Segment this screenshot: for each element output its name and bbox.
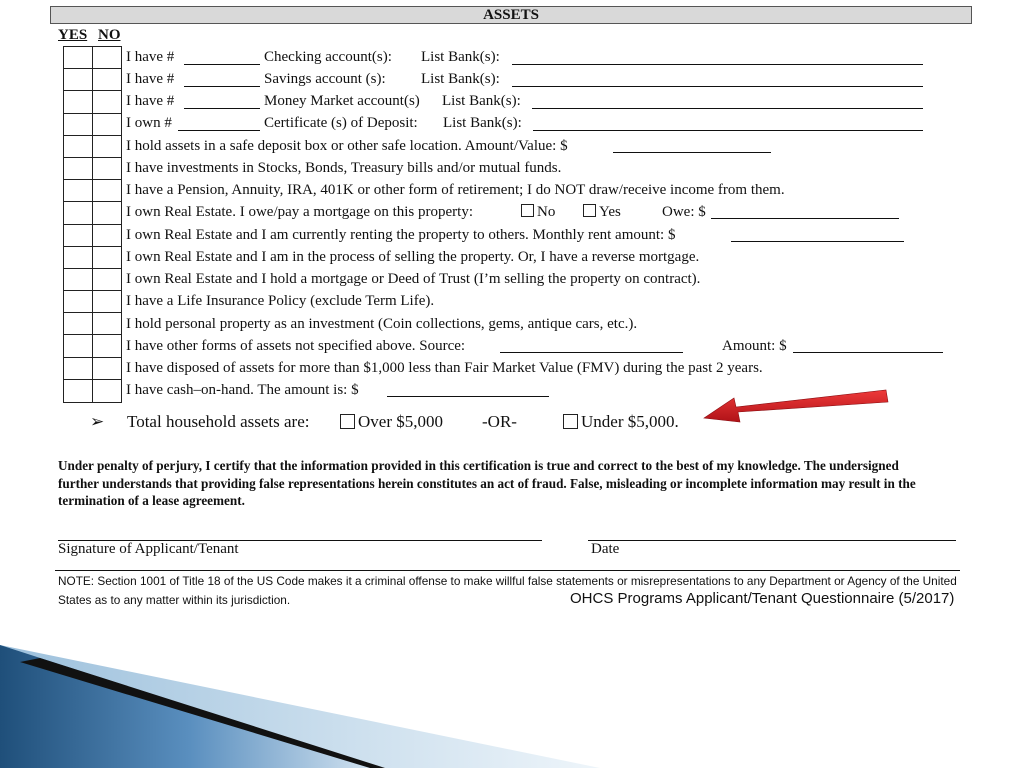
yes-checkbox[interactable] — [64, 269, 93, 290]
under-5000-label: Under $5,000. — [581, 412, 679, 431]
cash-on-hand-text: I have cash–on-hand. The amount is: $ — [126, 382, 359, 398]
investments-text: I have investments in Stocks, Bonds, Treasury bills and/or mutual funds. — [126, 160, 562, 176]
yes-checkbox[interactable] — [64, 158, 93, 179]
or-separator: -OR- — [482, 412, 517, 431]
grid-row — [64, 291, 121, 313]
over-5000-option[interactable] — [340, 410, 443, 434]
yes-checkbox[interactable] — [64, 202, 93, 223]
real-estate-deed-text: I own Real Estate and I hold a mortgage or Deed of Trust (I’m selling the property on contract). — [126, 271, 701, 287]
grid-row — [64, 225, 121, 247]
no-checkbox[interactable] — [93, 69, 121, 90]
over-5000-checkbox[interactable] — [340, 414, 355, 429]
legal-note: NOTE: Section 1001 of Title 18 of the US Code makes it a criminal offense to make willful false statements or misrepresentations to any Department or Agency of the United States as to any matter within its jurisdiction. — [58, 574, 957, 607]
note-divider — [55, 570, 960, 571]
cd-bank-label: List Bank(s): — [443, 115, 522, 131]
grid-row — [64, 313, 121, 335]
yes-checkbox[interactable] — [64, 335, 93, 356]
mortgage-yes-option[interactable] — [583, 201, 621, 223]
no-checkbox[interactable] — [93, 358, 121, 379]
other-assets-amount-field[interactable] — [793, 335, 943, 353]
grid-row — [64, 269, 121, 291]
safe-deposit-amount-field[interactable] — [613, 135, 771, 153]
money-market-count-field[interactable] — [184, 90, 260, 109]
yes-checkbox[interactable] — [64, 313, 93, 334]
yes-checkbox[interactable] — [64, 136, 93, 157]
no-checkbox[interactable] — [93, 91, 121, 112]
yes-checkbox[interactable] — [64, 225, 93, 246]
grid-row — [64, 91, 121, 113]
life-insurance-text: I have a Life Insurance Policy (exclude Term Life). — [126, 293, 435, 309]
grid-row — [64, 47, 121, 69]
grid-row — [64, 335, 121, 357]
no-checkbox[interactable] — [93, 158, 121, 179]
mortgage-owe-label: Owe: $ — [662, 204, 706, 220]
bullet-arrow-icon: ➢ — [90, 412, 105, 431]
grid-row — [64, 358, 121, 380]
disposed-assets-text: I have disposed of assets for more than $1,000 less than Fair Market Value (FMV) during the past 2 years. — [126, 360, 763, 376]
other-assets-amount-label: Amount: $ — [722, 338, 787, 354]
yes-checkbox[interactable] — [64, 69, 93, 90]
money-market-bank-label: List Bank(s): — [442, 93, 521, 109]
red-pointer-arrow-icon — [700, 380, 890, 435]
no-checkbox[interactable] — [93, 291, 121, 312]
mortgage-owe-field[interactable] — [711, 201, 899, 219]
yes-checkbox[interactable] — [64, 358, 93, 379]
certification-statement: Under penalty of perjury, I certify that the information provided in this certification is true and correct to the best of my knowledge. The undersigned further understands that providing false representations herein constitutes an act of fraud. False, misleading or incomplete information may result in the termination of a lease agreement. — [58, 458, 916, 508]
pension-text: I have a Pension, Annuity, IRA, 401K or other form of retirement; I do NOT draw/receive income from them. — [126, 182, 785, 198]
yes-checkbox[interactable] — [64, 91, 93, 112]
yes-checkbox[interactable] — [64, 380, 93, 402]
real-estate-selling-text: I own Real Estate and I am in the process of selling the property. Or, I have a reverse mortgage. — [126, 249, 700, 265]
checking-bank-field[interactable] — [512, 46, 923, 65]
no-column-header: NO — [98, 27, 121, 43]
no-checkbox[interactable] — [93, 313, 121, 334]
grid-row — [64, 180, 121, 202]
no-checkbox[interactable] — [93, 380, 121, 402]
no-checkbox[interactable] — [93, 202, 121, 223]
yes-checkbox[interactable] — [64, 247, 93, 268]
no-checkbox[interactable] — [93, 114, 121, 135]
safe-deposit-text: I hold assets in a safe deposit box or other safe location. Amount/Value: $ — [126, 138, 568, 154]
yes-checkbox[interactable] — [64, 114, 93, 135]
yes-checkbox[interactable] — [64, 291, 93, 312]
date-line[interactable] — [588, 540, 956, 541]
section-title: ASSETS — [483, 7, 539, 23]
mortgage-no-checkbox[interactable] — [521, 204, 534, 217]
checking-prefix: I have # — [126, 49, 175, 65]
yes-checkbox[interactable] — [64, 180, 93, 201]
mortgage-no-option[interactable] — [521, 201, 555, 223]
savings-count-field[interactable] — [184, 68, 260, 87]
under-5000-checkbox[interactable] — [563, 414, 578, 429]
no-checkbox[interactable] — [93, 47, 121, 68]
other-assets-text: I have other forms of assets not specified above. Source: — [126, 338, 466, 354]
no-checkbox[interactable] — [93, 180, 121, 201]
assets-header — [50, 6, 972, 24]
savings-prefix: I have # — [126, 71, 175, 87]
mortgage-no-label: No — [537, 204, 556, 220]
grid-row — [64, 69, 121, 91]
yes-checkbox[interactable] — [64, 47, 93, 68]
real-estate-renting-text: I own Real Estate and I am currently renting the property to others. Monthly rent amount: $ — [126, 227, 676, 243]
over-5000-label: Over $5,000 — [358, 412, 443, 431]
other-assets-source-field[interactable] — [500, 335, 683, 353]
no-checkbox[interactable] — [93, 335, 121, 356]
date-label: Date — [591, 541, 620, 557]
grid-row — [64, 247, 121, 269]
money-market-bank-field[interactable] — [532, 90, 923, 109]
money-market-prefix: I have # — [126, 93, 175, 109]
cd-bank-field[interactable] — [533, 112, 923, 131]
no-checkbox[interactable] — [93, 269, 121, 290]
savings-label: Savings account (s): — [264, 71, 386, 87]
total-assets-label: Total household assets are: — [127, 412, 310, 431]
yes-column-header: YES — [58, 27, 88, 43]
grid-row — [64, 158, 121, 180]
savings-bank-label: List Bank(s): — [421, 71, 500, 87]
mortgage-yes-checkbox[interactable] — [583, 204, 596, 217]
checking-count-field[interactable] — [184, 46, 260, 65]
grid-row — [64, 114, 121, 136]
no-checkbox[interactable] — [93, 225, 121, 246]
checking-label: Checking account(s): — [264, 49, 392, 65]
money-market-label: Money Market account(s) — [264, 93, 420, 109]
grid-row — [64, 202, 121, 224]
yes-no-checkbox-grid — [63, 46, 122, 403]
form-identifier: OHCS Programs Applicant/Tenant Questionnaire (5/2017) — [570, 590, 955, 607]
savings-bank-field[interactable] — [512, 68, 923, 87]
cd-count-field[interactable] — [178, 112, 260, 131]
grid-row — [64, 380, 121, 402]
decorative-swoosh — [0, 640, 600, 768]
cash-amount-field[interactable] — [387, 379, 549, 397]
cd-label: Certificate (s) of Deposit: — [264, 115, 418, 131]
checking-bank-label: List Bank(s): — [421, 49, 500, 65]
cd-prefix: I own # — [126, 115, 172, 131]
real-estate-mortgage-text: I own Real Estate. I owe/pay a mortgage on this property: — [126, 204, 473, 220]
mortgage-yes-label: Yes — [599, 204, 621, 220]
under-5000-option[interactable] — [563, 410, 679, 434]
no-checkbox[interactable] — [93, 247, 121, 268]
monthly-rent-field[interactable] — [731, 224, 904, 242]
grid-row — [64, 136, 121, 158]
personal-property-text: I hold personal property as an investment (Coin collections, gems, antique cars, etc.). — [126, 316, 638, 332]
no-checkbox[interactable] — [93, 136, 121, 157]
signature-label: Signature of Applicant/Tenant — [58, 541, 239, 557]
